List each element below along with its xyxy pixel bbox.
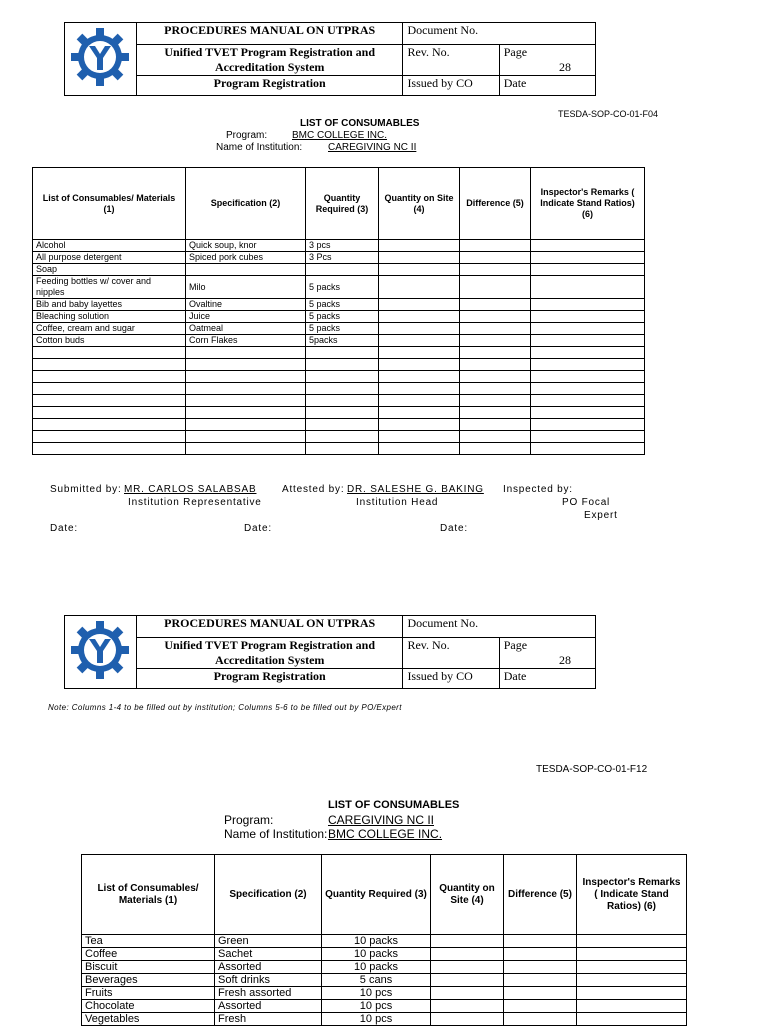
table-cell: Quick soup, knor xyxy=(186,240,306,252)
table-cell xyxy=(306,443,379,455)
table-row xyxy=(82,987,687,1000)
table-cell: Bleaching solution xyxy=(33,311,186,323)
table-cell xyxy=(186,264,306,276)
table-cell xyxy=(306,371,379,383)
table-cell xyxy=(186,431,306,443)
issued-label: Issued by CO xyxy=(403,669,499,689)
attested-by-label: Attested by: xyxy=(282,484,345,495)
page-label: Page xyxy=(503,638,528,652)
table-cell xyxy=(306,359,379,371)
table-cell xyxy=(504,961,577,974)
table-cell xyxy=(531,359,645,371)
table-cell xyxy=(531,395,645,407)
table-cell xyxy=(33,419,186,431)
submitted-by-name: MR. CARLOS SALABSAB xyxy=(124,484,257,495)
table-row-blank xyxy=(33,419,645,431)
table-row xyxy=(82,974,687,987)
col-header: List of Consumables/ Materials (1) xyxy=(33,168,186,240)
table-cell xyxy=(577,961,687,974)
table-cell: Sachet xyxy=(215,948,322,961)
institution-value: CAREGIVING NC II xyxy=(328,142,417,153)
table-cell xyxy=(504,935,577,948)
table-row-blank xyxy=(33,359,645,371)
institution-label-2: Name of Institution: xyxy=(224,827,328,841)
system-title: Unified TVET Program Registration and Accreditation System xyxy=(136,45,403,76)
table-row xyxy=(82,948,687,961)
rev-no-label: Rev. No. xyxy=(403,638,499,669)
document-header-2 xyxy=(64,615,596,689)
table-row xyxy=(82,961,687,974)
table-cell xyxy=(577,948,687,961)
page-number: 28 xyxy=(559,653,571,667)
table-cell xyxy=(460,299,531,311)
table-cell: Beverages xyxy=(82,974,215,987)
document-no-label: Document No. xyxy=(403,616,596,638)
table-cell: 5 packs xyxy=(306,276,379,299)
table-cell xyxy=(379,276,460,299)
table-cell xyxy=(431,935,504,948)
table-cell xyxy=(531,443,645,455)
table-cell xyxy=(379,311,460,323)
col-header: Specification (2) xyxy=(186,168,306,240)
section-title: Program Registration xyxy=(136,76,403,96)
table-row xyxy=(33,252,645,264)
table-cell xyxy=(531,252,645,264)
table-cell xyxy=(577,987,687,1000)
table-cell xyxy=(33,443,186,455)
gear-logo-icon xyxy=(69,26,131,88)
table-cell xyxy=(577,935,687,948)
table-cell xyxy=(531,431,645,443)
table-cell: Feeding bottles w/ cover and nipples xyxy=(33,276,186,299)
table-row xyxy=(33,276,645,299)
table-cell: 5 packs xyxy=(306,323,379,335)
table-cell xyxy=(33,407,186,419)
table-cell: Bib and baby layettes xyxy=(33,299,186,311)
table-cell xyxy=(460,335,531,347)
table-cell xyxy=(460,323,531,335)
table-cell: 10 pcs xyxy=(322,987,431,1000)
col-header: Difference (5) xyxy=(504,855,577,935)
table-cell xyxy=(379,264,460,276)
table-cell xyxy=(33,383,186,395)
table-cell: 10 packs xyxy=(322,948,431,961)
consumables-table xyxy=(32,167,645,455)
table-cell xyxy=(306,383,379,395)
table-cell: Corn Flakes xyxy=(186,335,306,347)
tesda-logo xyxy=(65,616,137,689)
col-header: Quantity on Site (4) xyxy=(379,168,460,240)
system-title: Unified TVET Program Registration and Accreditation System xyxy=(136,638,403,669)
table-cell: Coffee, cream and sugar xyxy=(33,323,186,335)
table-cell xyxy=(431,974,504,987)
consumables-table-2 xyxy=(81,854,687,1026)
table-cell xyxy=(504,1000,577,1013)
date-field-1: Date: xyxy=(50,523,78,534)
table-cell: Green xyxy=(215,935,322,948)
table-cell xyxy=(460,419,531,431)
table-cell xyxy=(531,240,645,252)
form-code-2: TESDA-SOP-CO-01-F12 xyxy=(536,764,648,775)
table-cell xyxy=(460,371,531,383)
table-row-blank xyxy=(33,347,645,359)
table-cell xyxy=(504,948,577,961)
table-row xyxy=(82,935,687,948)
table-cell: Vegetables xyxy=(82,1013,215,1026)
table-cell xyxy=(531,347,645,359)
table-cell: Juice xyxy=(186,311,306,323)
table-cell xyxy=(379,383,460,395)
tesda-logo xyxy=(65,23,137,96)
table-cell: Spiced pork cubes xyxy=(186,252,306,264)
table-row-blank xyxy=(33,431,645,443)
table-cell xyxy=(460,311,531,323)
table-cell xyxy=(431,1000,504,1013)
table-row-blank xyxy=(33,443,645,455)
table-cell xyxy=(186,419,306,431)
table-cell xyxy=(186,407,306,419)
table-cell: 3 pcs xyxy=(306,240,379,252)
col-header: Quantity Required (3) xyxy=(306,168,379,240)
table-cell xyxy=(33,359,186,371)
table-cell xyxy=(460,276,531,299)
table-cell: 10 pcs xyxy=(322,1000,431,1013)
table-cell xyxy=(186,371,306,383)
table-cell xyxy=(504,987,577,1000)
table-cell: Biscuit xyxy=(82,961,215,974)
table-cell xyxy=(186,347,306,359)
table-cell xyxy=(460,443,531,455)
table-row-blank xyxy=(33,407,645,419)
table-cell xyxy=(306,419,379,431)
table-cell xyxy=(186,443,306,455)
table-cell: Fresh assorted xyxy=(215,987,322,1000)
program-value: BMC COLLEGE INC. xyxy=(292,130,388,141)
table-cell xyxy=(33,395,186,407)
table-cell xyxy=(460,407,531,419)
table-cell xyxy=(379,395,460,407)
table-cell xyxy=(33,431,186,443)
table-cell xyxy=(379,335,460,347)
table-cell xyxy=(460,252,531,264)
table-row xyxy=(33,299,645,311)
table-cell xyxy=(186,383,306,395)
table-cell: Ovaltine xyxy=(186,299,306,311)
table-cell xyxy=(306,395,379,407)
table-cell: Chocolate xyxy=(82,1000,215,1013)
table-cell: 10 packs xyxy=(322,961,431,974)
form-code: TESDA-SOP-CO-01-F04 xyxy=(558,109,659,119)
program-value-2: CAREGIVING NC II xyxy=(328,813,435,827)
document-no-label: Document No. xyxy=(403,23,596,45)
table-cell: Coffee xyxy=(82,948,215,961)
col-header: List of Consumables/ Materials (1) xyxy=(82,855,215,935)
page-cell xyxy=(499,45,595,76)
table-cell: 10 pcs xyxy=(322,1013,431,1026)
table-cell xyxy=(186,395,306,407)
table-cell: Soap xyxy=(33,264,186,276)
table-cell xyxy=(186,359,306,371)
page-number: 28 xyxy=(559,60,571,74)
table-cell xyxy=(460,264,531,276)
table-cell xyxy=(531,419,645,431)
table-cell: 5 packs xyxy=(306,299,379,311)
institution-label: Name of Institution: xyxy=(216,142,303,153)
table-cell xyxy=(379,347,460,359)
table-row-blank xyxy=(33,371,645,383)
page-label: Page xyxy=(503,45,528,59)
table-cell xyxy=(460,240,531,252)
table-cell xyxy=(460,395,531,407)
table-cell xyxy=(306,431,379,443)
table-cell xyxy=(379,443,460,455)
rev-no-label: Rev. No. xyxy=(403,45,499,76)
table-row-blank xyxy=(33,383,645,395)
attested-by-name: DR. SALESHE G. BAKING xyxy=(347,484,484,495)
table-cell xyxy=(577,974,687,987)
table-cell: Milo xyxy=(186,276,306,299)
table-cell: 5 cans xyxy=(322,974,431,987)
attested-by-role: Institution Head xyxy=(356,497,439,508)
col-header: Difference (5) xyxy=(460,168,531,240)
submitted-by-role: Institution Representative xyxy=(128,497,262,508)
submitted-by-label: Submitted by: xyxy=(50,484,122,495)
table-cell xyxy=(577,1000,687,1013)
table-cell xyxy=(379,323,460,335)
table-cell xyxy=(531,311,645,323)
table-cell: Soft drinks xyxy=(215,974,322,987)
table-cell xyxy=(460,347,531,359)
table-cell xyxy=(531,407,645,419)
table-cell xyxy=(379,431,460,443)
gear-logo-icon xyxy=(69,619,131,681)
table-row xyxy=(33,335,645,347)
table-cell: Fruits xyxy=(82,987,215,1000)
table-cell: 5 packs xyxy=(306,311,379,323)
table-cell xyxy=(379,252,460,264)
col-header: Inspector's Remarks ( Indicate Stand Ratios) (6) xyxy=(577,855,687,935)
form-title-2: LIST OF CONSUMABLES xyxy=(328,799,460,811)
table-cell xyxy=(531,323,645,335)
table-cell xyxy=(460,359,531,371)
page-cell xyxy=(499,638,595,669)
table-cell xyxy=(379,240,460,252)
manual-title: PROCEDURES MANUAL ON UTPRAS xyxy=(136,23,403,45)
table-cell xyxy=(531,276,645,299)
table-cell xyxy=(431,961,504,974)
table-cell xyxy=(431,987,504,1000)
table-cell xyxy=(531,335,645,347)
table-row xyxy=(33,311,645,323)
table-row xyxy=(33,323,645,335)
date-label: Date xyxy=(499,669,595,689)
date-label: Date xyxy=(499,76,595,96)
table-cell xyxy=(33,371,186,383)
table-row xyxy=(33,264,645,276)
table-cell: Tea xyxy=(82,935,215,948)
col-header: Quantity Required (3) xyxy=(322,855,431,935)
date-field-3: Date: xyxy=(440,523,468,534)
table-cell: 3 Pcs xyxy=(306,252,379,264)
inspected-by-label: Inspected by: xyxy=(503,484,573,495)
program-label: Program: xyxy=(226,130,268,141)
table-row xyxy=(33,240,645,252)
table-cell: Assorted xyxy=(215,1000,322,1013)
table-cell xyxy=(431,948,504,961)
table-cell: Assorted xyxy=(215,961,322,974)
col-header: Specification (2) xyxy=(215,855,322,935)
table-cell xyxy=(504,974,577,987)
table-cell xyxy=(379,371,460,383)
table-cell: 10 packs xyxy=(322,935,431,948)
table-cell: 5packs xyxy=(306,335,379,347)
institution-value-2: BMC COLLEGE INC. xyxy=(328,827,443,841)
issued-label: Issued by CO xyxy=(403,76,499,96)
table-cell: Alcohol xyxy=(33,240,186,252)
program-label-2: Program: xyxy=(224,813,274,827)
document-header xyxy=(64,22,596,96)
table-cell xyxy=(306,407,379,419)
table-cell xyxy=(531,371,645,383)
date-field-2: Date: xyxy=(244,523,272,534)
inspected-role-1: PO Focal xyxy=(562,497,611,508)
table-cell xyxy=(33,347,186,359)
col-header: Quantity on Site (4) xyxy=(431,855,504,935)
table-cell xyxy=(531,383,645,395)
instruction-note: Note: Columns 1-4 to be filled out by institution; Columns 5-6 to be filled out by PO/Expert xyxy=(48,703,402,712)
table-row-blank xyxy=(33,395,645,407)
table-cell: All purpose detergent xyxy=(33,252,186,264)
col-header: Inspector's Remarks ( Indicate Stand Ratios) (6) xyxy=(531,168,645,240)
table-cell xyxy=(379,299,460,311)
table-cell: Fresh xyxy=(215,1013,322,1026)
table-cell xyxy=(460,383,531,395)
section-title: Program Registration xyxy=(136,669,403,689)
table-cell xyxy=(379,419,460,431)
table-cell xyxy=(531,264,645,276)
table-cell xyxy=(460,431,531,443)
table-cell: Oatmeal xyxy=(186,323,306,335)
inspected-role-2: Expert xyxy=(584,510,618,521)
table-cell xyxy=(379,407,460,419)
table-cell xyxy=(379,359,460,371)
table-cell xyxy=(306,264,379,276)
table-cell: Cotton buds xyxy=(33,335,186,347)
table-cell xyxy=(306,347,379,359)
table-cell xyxy=(531,299,645,311)
table-row xyxy=(82,1000,687,1013)
form-title: LIST OF CONSUMABLES xyxy=(300,118,420,129)
manual-title: PROCEDURES MANUAL ON UTPRAS xyxy=(136,616,403,638)
